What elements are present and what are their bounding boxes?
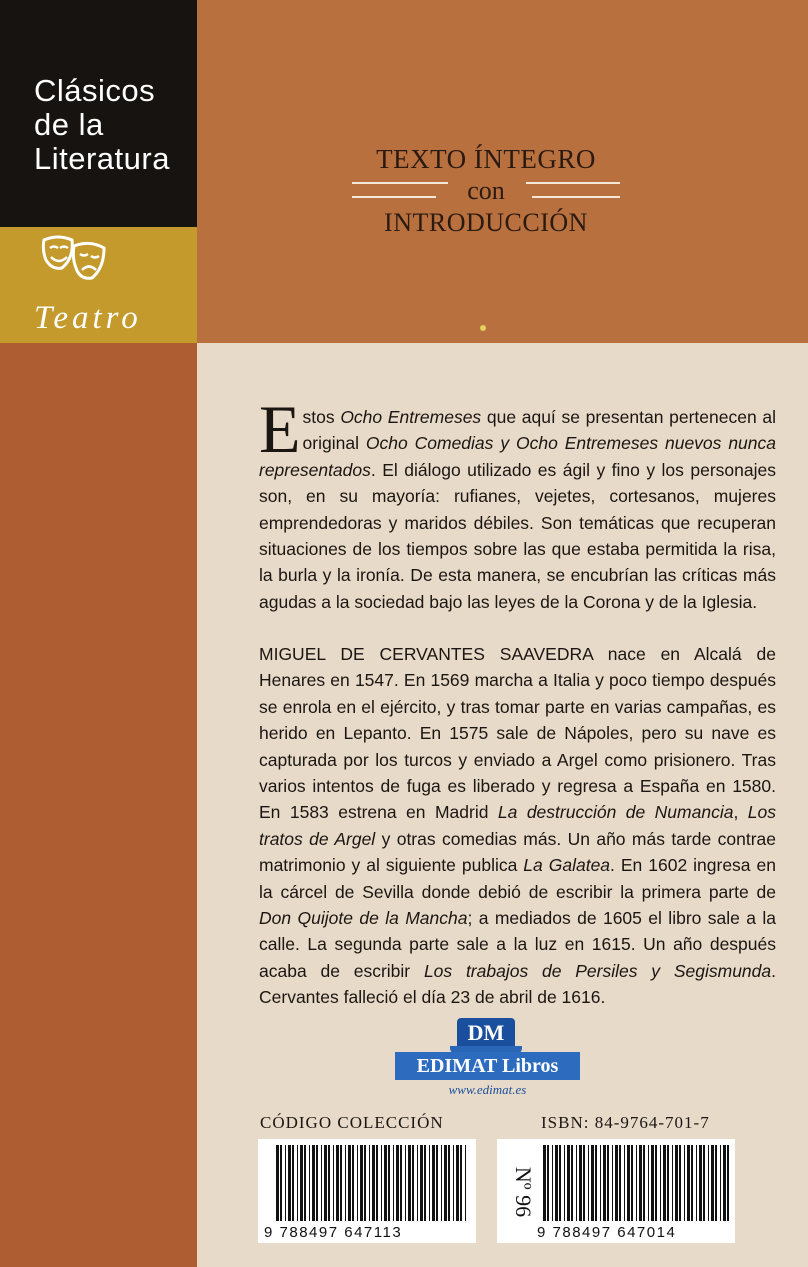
barcode-bar [564,1145,565,1221]
barcode-bar [552,1145,553,1221]
banner-line-3: INTRODUCCIÓN [384,208,588,237]
barcode-bar [381,1145,382,1221]
barcode-bar [465,1145,466,1221]
collection-code-label: CÓDIGO COLECCIÓN [260,1113,444,1132]
banner-rule [532,196,620,198]
barcode-bar [648,1145,649,1221]
barcode-bar [400,1145,402,1221]
isbn-label: ISBN: 84-9764-701-7 [541,1113,710,1132]
banner-line-1: TEXTO ÍNTEGRO [376,144,596,174]
barcode-bar [723,1145,726,1221]
paragraph-2-text: MIGUEL DE CERVANTES SAAVEDRA nace en Alcalá de Henares en 1547. En 1569 marcha a Italia y poco tiempo después se enrola en el ejército, y tras tomar parte en varias campañas, es herido en Lepanto. En 1575 sale de Nápoles, pero su nave es capturada por los turcos y enviado a Argel como prisionero. Tras varios intentos de fuga es liberado y regresa a España en 1580. En 1583 estrena en Madrid La destrucción de Numancia, Los tratos de Argel y otras comedias más. Un año más tarde contrae matrimonio y al siguiente publica La Galatea. En 1602 ingresa en la cárcel de Sevilla donde debió de escribir la primera parte de Don Quijote de la Mancha; a mediados de 1605 el libro sale a la calle. La segunda parte sale a la luz en 1615. Un año después acaba de escribir Los trabajos de Persiles y Segismunda. Cervantes falleció el día 23 de abril de 1616. [259,644,777,1008]
barcode-bar [321,1145,322,1221]
barcode-bar [280,1145,282,1221]
barcode-bar [384,1145,387,1221]
barcode-bar [615,1145,618,1221]
publisher-name: EDIMAT Libros [395,1052,580,1080]
barcode-bar [376,1145,378,1221]
barcode-bar [453,1145,454,1221]
barcode-bar [304,1145,306,1221]
barcode-bar [687,1145,690,1221]
barcode-bar [672,1145,673,1221]
barcode-bar [543,1145,546,1221]
genre-label: Teatro [34,300,142,336]
barcode-bar [417,1145,418,1221]
series-title-line: de la [34,107,104,142]
barcode-bar [699,1145,702,1221]
barcode-bar [424,1145,426,1221]
barcode-bar [567,1145,570,1221]
barcode-bar [328,1145,330,1221]
barcode-bar [460,1145,462,1221]
barcode-bar [571,1145,573,1221]
publisher-logo [395,1018,580,1098]
barcode-bar [444,1145,447,1221]
series-title-line: Clásicos [34,73,156,108]
barcode-bar [432,1145,435,1221]
barcode-bar [547,1145,549,1221]
barcode-bar [360,1145,363,1221]
barcode-collection [258,1139,476,1243]
barcode-bar [643,1145,645,1221]
barcode-bar [396,1145,399,1221]
spine-strip [0,343,198,1267]
barcode-bar [636,1145,637,1221]
barcode-bar [408,1145,411,1221]
barcode-bar [369,1145,370,1221]
barcode-bar [364,1145,366,1221]
barcode-bar [583,1145,585,1221]
barcode-bar [420,1145,423,1221]
barcode-bar [336,1145,339,1221]
barcode-bar [679,1145,681,1221]
edition-banner [350,144,622,238]
barcode-bar [711,1145,714,1221]
collection-number [511,1146,535,1236]
barcode-bar [603,1145,606,1221]
barcode-digits: 9 788497 647014 [537,1224,677,1241]
barcode-bar [588,1145,589,1221]
barcode-bar [357,1145,358,1221]
publisher-url: www.edimat.es [448,1082,527,1097]
paragraph-1-text: stos Ocho Entremeses que aquí se presentan pertenecen al original Ocho Comedias y Ocho Entremeses nuevos nunca representados. El diálogo utilizado es ágil y fino y los personajes son, en su mayoría: rufianes, vejetes, cortesanos, mujeres emprendedoras y maridos débiles. Son temáticas que recuperan situaciones de los tiempos sobre las que estaba permitida la risa, la burla y la ironía. De esta manera, se encubrían las críticas más agudas a la sociedad bajo las leyes de la Corona y de la Iglesia. [259,407,777,612]
banner-line-2: con [467,176,505,205]
barcode-bar [324,1145,327,1221]
barcode-bar [559,1145,561,1221]
barcode-bar [651,1145,654,1221]
synopsis-paragraph-2 [259,641,776,1011]
barcode-bar [691,1145,693,1221]
barcode-bar [429,1145,430,1221]
barcode-bar [708,1145,709,1221]
barcode-bar [456,1145,459,1221]
barcode-bar [660,1145,661,1221]
barcode-bar [715,1145,717,1221]
barcode-bar [405,1145,406,1221]
barcode-bar [663,1145,666,1221]
barcode-bar [675,1145,678,1221]
barcode-bar [595,1145,597,1221]
barcode-bar [352,1145,354,1221]
ornament-dot [480,325,486,331]
barcode-bar [448,1145,450,1221]
barcode-bar [300,1145,303,1221]
barcode-bar [292,1145,294,1221]
barcode-bar [612,1145,613,1221]
barcode-bar [696,1145,697,1221]
barcode-bar [619,1145,621,1221]
barcode-bar [579,1145,582,1221]
barcode-bar [340,1145,342,1221]
theatre-masks-icon [38,232,118,292]
barcode-bar [297,1145,298,1221]
barcode-bar [333,1145,334,1221]
barcode-bar [393,1145,394,1221]
banner-rule [352,196,436,198]
publisher-monogram: DM [457,1018,515,1048]
barcode-bar [312,1145,315,1221]
barcode-digits: 9 788497 647113 [264,1224,403,1241]
barcode-bar [412,1145,414,1221]
barcode-bar [667,1145,669,1221]
synopsis-paragraph-1 [259,391,777,615]
banner-middle [350,174,622,208]
barcode-bar [345,1145,346,1221]
barcode-bar [436,1145,438,1221]
barcode-bar [631,1145,633,1221]
barcode-bar [372,1145,375,1221]
barcode-bar [276,1145,279,1221]
barcode-bar [555,1145,558,1221]
barcode-bar [627,1145,630,1221]
barcode-bar [576,1145,577,1221]
barcode-bar [288,1145,291,1221]
banner-rule [352,182,448,184]
barcode-bar [607,1145,609,1221]
drop-cap: E [259,391,301,467]
barcode-bar [388,1145,390,1221]
barcode-bar [441,1145,442,1221]
barcode-bar [348,1145,351,1221]
barcode-bar [600,1145,601,1221]
barcode-bar [655,1145,657,1221]
barcode-bar [309,1145,310,1221]
barcode-bar [285,1145,286,1221]
collection-number-text: Nº 96 [511,1166,536,1218]
series-title-line: Literatura [34,141,170,176]
barcode-bar [684,1145,685,1221]
barcode-bar [624,1145,625,1221]
barcode-bar [316,1145,318,1221]
banner-rule [526,182,620,184]
barcode-bar [727,1145,729,1221]
barcode-bar [703,1145,705,1221]
barcode-bar [639,1145,642,1221]
barcode-bar [720,1145,721,1221]
series-title [34,74,170,176]
barcode-bar [591,1145,594,1221]
